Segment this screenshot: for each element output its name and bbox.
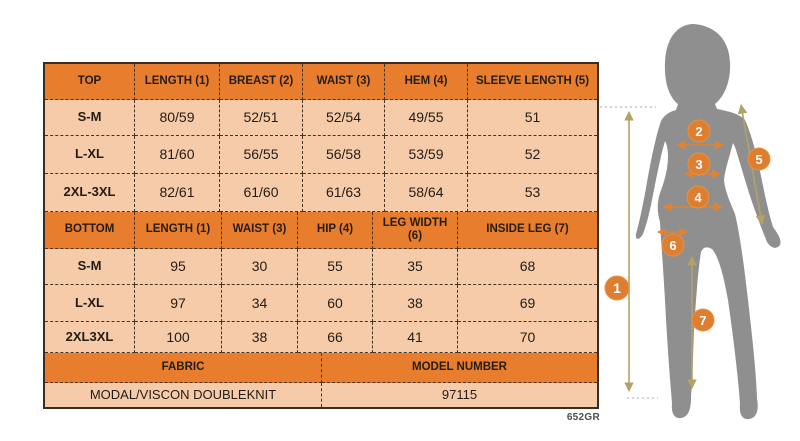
measurement-value: 52/51 xyxy=(220,100,303,136)
badge-3 xyxy=(688,153,710,175)
size-label: S-M xyxy=(45,100,135,136)
bottom-header-cell: LEG WIDTH (6) xyxy=(373,212,458,249)
measurement-value: 53 xyxy=(468,174,597,212)
measurement-value: 35 xyxy=(373,249,458,285)
measurement-value: 60 xyxy=(298,285,373,322)
woman-silhouette xyxy=(636,24,781,419)
svg-text:7: 7 xyxy=(699,313,707,328)
measurement-value: 41 xyxy=(373,322,458,353)
measurement-value: 68 xyxy=(458,249,597,285)
measurement-value: 38 xyxy=(373,285,458,322)
top-section xyxy=(45,64,597,212)
badge-2 xyxy=(688,120,710,142)
measurement-value: 52/54 xyxy=(303,100,385,136)
top-header-cell: TOP xyxy=(45,64,135,100)
top-header-cell: HEM (4) xyxy=(385,64,468,100)
style-code: 652GR xyxy=(566,412,600,423)
measurement-value: 34 xyxy=(222,285,298,322)
measurement-value: 52 xyxy=(468,136,597,174)
measurement-value: 56/58 xyxy=(303,136,385,174)
svg-text:3: 3 xyxy=(695,157,703,172)
bottom-header-cell: INSIDE LEG (7) xyxy=(458,212,597,249)
measurement-value: 80/59 xyxy=(135,100,220,136)
top-header-cell: LENGTH (1) xyxy=(135,64,220,100)
measurement-value: 49/55 xyxy=(385,100,468,136)
measurement-value: 53/59 xyxy=(385,136,468,174)
svg-text:6: 6 xyxy=(669,238,677,253)
badge-7 xyxy=(692,309,714,331)
bottom-header-cell: WAIST (3) xyxy=(222,212,298,249)
top-header-cell: WAIST (3) xyxy=(303,64,385,100)
bottom-header-cell: BOTTOM xyxy=(45,212,135,249)
bottom-header-cell: LENGTH (1) xyxy=(135,212,222,249)
measurement-value: 61/63 xyxy=(303,174,385,212)
measurement-value: 38 xyxy=(222,322,298,353)
measurement-value: 100 xyxy=(135,322,222,353)
measurement-value: 55 xyxy=(298,249,373,285)
size-label: 2XL-3XL xyxy=(45,174,135,212)
size-label: L-XL xyxy=(45,285,135,322)
bottom-section xyxy=(45,212,597,353)
fabric-header-cell: FABRIC xyxy=(45,353,322,383)
size-chart-table xyxy=(43,62,599,409)
bottom-header-cell: HIP (4) xyxy=(298,212,373,249)
measurement-value: 51 xyxy=(468,100,597,136)
measurement-value: 97 xyxy=(135,285,222,322)
model-number-value: 97115 xyxy=(322,383,597,407)
measurement-value: 30 xyxy=(222,249,298,285)
measurement-value: 56/55 xyxy=(220,136,303,174)
measurement-value: 81/60 xyxy=(135,136,220,174)
badge-6 xyxy=(662,234,684,256)
measurement-value: 61/60 xyxy=(220,174,303,212)
badge-1 xyxy=(605,276,629,300)
measurement-figure xyxy=(598,0,800,441)
measurement-value: 82/61 xyxy=(135,174,220,212)
fabric-value: MODAL/VISCON DOUBLEKNIT xyxy=(45,383,322,407)
top-header-cell: BREAST (2) xyxy=(220,64,303,100)
badge-4 xyxy=(687,186,709,208)
svg-text:2: 2 xyxy=(695,124,703,139)
size-label: 2XL3XL xyxy=(45,322,135,353)
svg-text:5: 5 xyxy=(755,152,763,167)
size-label: L-XL xyxy=(45,136,135,174)
badge-5 xyxy=(748,148,770,170)
svg-text:1: 1 xyxy=(613,280,621,296)
measurement-value: 58/64 xyxy=(385,174,468,212)
measurement-value: 66 xyxy=(298,322,373,353)
svg-text:4: 4 xyxy=(694,190,702,205)
top-header-cell: SLEEVE LENGTH (5) xyxy=(468,64,597,100)
measurement-value: 69 xyxy=(458,285,597,322)
model-number-header-cell: MODEL NUMBER xyxy=(322,353,597,383)
measurement-value: 70 xyxy=(458,322,597,353)
measurement-value: 95 xyxy=(135,249,222,285)
fabric-model-section xyxy=(45,353,597,407)
size-label: S-M xyxy=(45,249,135,285)
